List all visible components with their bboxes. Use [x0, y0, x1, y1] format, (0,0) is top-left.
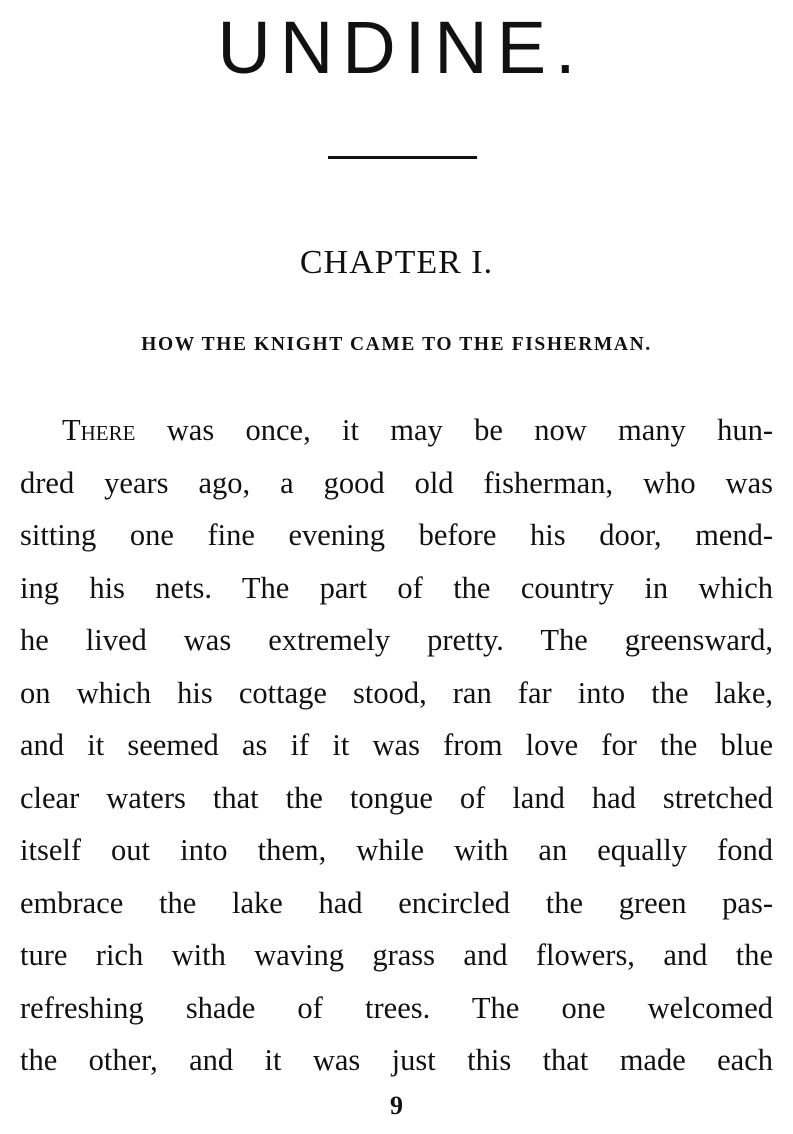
body-line-5: he lived was extremely pretty. The greensward,: [20, 623, 773, 657]
body-line-2: dred years ago, a good old fisherman, who was: [20, 465, 773, 500]
body-line-1: [20, 404, 773, 457]
opening-line-rest: was once, it may be now many hun-: [135, 413, 773, 447]
body-line-11: ture rich with waving grass and flowers, and the: [20, 938, 773, 972]
body-line-8: clear waters that the tongue of land had stretched: [20, 780, 773, 815]
body-line-4: ing his nets. The part of the country in which: [20, 570, 773, 605]
page-number: 9: [390, 1091, 403, 1120]
body-line-3: sitting one fine evening before his door, mend-: [20, 518, 773, 552]
body-line-9: itself out into them, while with an equally fond: [20, 833, 773, 867]
title-rule: [328, 156, 477, 159]
body-line-6: on which his cottage stood, ran far into the lake,: [20, 675, 773, 710]
body-line-7: and it seemed as if it was from love for the blue: [20, 728, 773, 762]
body-line-10: embrace the lake had encircled the green pas-: [20, 885, 773, 920]
body-line-12: refreshing shade of trees. The one welcomed: [20, 990, 773, 1025]
chapter-heading: CHAPTER I.: [299, 244, 494, 281]
opening-word: There: [62, 413, 136, 447]
body-text: [20, 404, 773, 1087]
book-title: UNDINE.: [217, 6, 585, 89]
chapter-subtitle: HOW THE KNIGHT CAME TO THE FISHERMAN.: [141, 334, 652, 355]
body-line-13: the other, and it was just this that made each: [20, 1043, 773, 1077]
